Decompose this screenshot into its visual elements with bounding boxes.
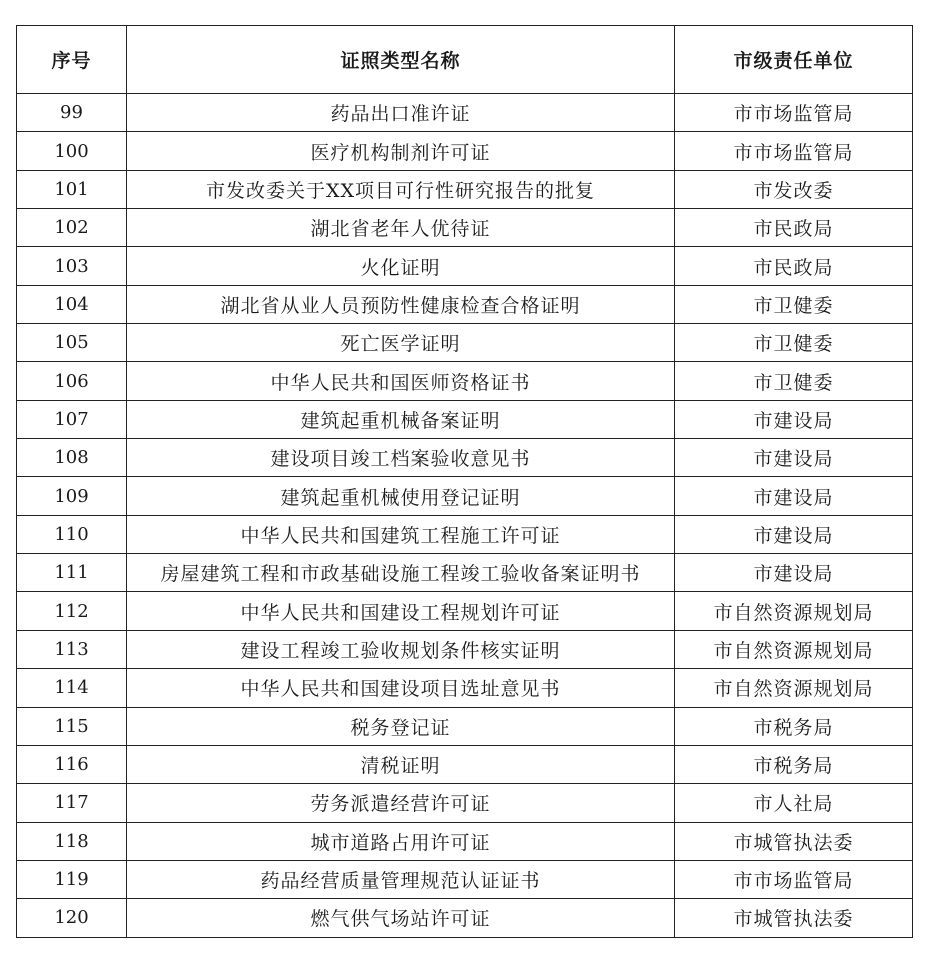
table-header	[17, 26, 913, 94]
cell-responsible-unit: 市市场监管局	[675, 94, 913, 132]
table-row	[17, 209, 913, 247]
cell-serial-number: 99	[17, 94, 127, 132]
cell-responsible-unit: 市税务局	[675, 745, 913, 783]
cell-serial-number: 117	[17, 784, 127, 822]
cell-certificate-name: 死亡医学证明	[127, 324, 675, 362]
table-row	[17, 439, 913, 477]
table-row	[17, 669, 913, 707]
cell-certificate-name: 中华人民共和国建筑工程施工许可证	[127, 515, 675, 553]
cell-responsible-unit: 市市场监管局	[675, 860, 913, 898]
cell-certificate-name: 房屋建筑工程和市政基础设施工程竣工验收备案证明书	[127, 554, 675, 592]
cell-serial-number: 114	[17, 669, 127, 707]
table-row	[17, 592, 913, 630]
cell-responsible-unit: 市建设局	[675, 554, 913, 592]
cell-responsible-unit: 市民政局	[675, 247, 913, 285]
cell-responsible-unit: 市自然资源规划局	[675, 669, 913, 707]
cell-serial-number: 115	[17, 707, 127, 745]
cell-responsible-unit: 市卫健委	[675, 362, 913, 400]
certificate-table	[16, 25, 913, 938]
table-row	[17, 324, 913, 362]
cell-responsible-unit: 市民政局	[675, 209, 913, 247]
table-row	[17, 784, 913, 822]
header-responsible-unit: 市级责任单位	[675, 26, 913, 94]
cell-serial-number: 111	[17, 554, 127, 592]
cell-serial-number: 120	[17, 899, 127, 937]
table-row	[17, 477, 913, 515]
cell-responsible-unit: 市人社局	[675, 784, 913, 822]
document-page	[16, 25, 912, 938]
table-row	[17, 400, 913, 438]
table-row	[17, 94, 913, 132]
cell-certificate-name: 中华人民共和国医师资格证书	[127, 362, 675, 400]
cell-certificate-name: 药品经营质量管理规范认证证书	[127, 860, 675, 898]
cell-responsible-unit: 市建设局	[675, 515, 913, 553]
table-row	[17, 362, 913, 400]
cell-certificate-name: 湖北省从业人员预防性健康检查合格证明	[127, 285, 675, 323]
cell-serial-number: 118	[17, 822, 127, 860]
cell-certificate-name: 劳务派遣经营许可证	[127, 784, 675, 822]
cell-responsible-unit: 市市场监管局	[675, 132, 913, 170]
cell-certificate-name: 建设项目竣工档案验收意见书	[127, 439, 675, 477]
cell-certificate-name: 清税证明	[127, 745, 675, 783]
cell-serial-number: 102	[17, 209, 127, 247]
cell-certificate-name: 医疗机构制剂许可证	[127, 132, 675, 170]
table-row	[17, 630, 913, 668]
cell-responsible-unit: 市税务局	[675, 707, 913, 745]
cell-certificate-name: 市发改委关于XX项目可行性研究报告的批复	[127, 170, 675, 208]
cell-certificate-name: 建筑起重机械备案证明	[127, 400, 675, 438]
cell-certificate-name: 城市道路占用许可证	[127, 822, 675, 860]
cell-serial-number: 112	[17, 592, 127, 630]
header-row	[17, 26, 913, 94]
cell-responsible-unit: 市城管执法委	[675, 822, 913, 860]
cell-responsible-unit: 市卫健委	[675, 285, 913, 323]
cell-responsible-unit: 市城管执法委	[675, 899, 913, 937]
cell-certificate-name: 燃气供气场站许可证	[127, 899, 675, 937]
header-certificate-type-name: 证照类型名称	[127, 26, 675, 94]
table-row	[17, 170, 913, 208]
cell-responsible-unit: 市建设局	[675, 400, 913, 438]
cell-serial-number: 104	[17, 285, 127, 323]
cell-responsible-unit: 市建设局	[675, 439, 913, 477]
table-row	[17, 554, 913, 592]
table-body	[17, 94, 913, 938]
cell-certificate-name: 火化证明	[127, 247, 675, 285]
table-row	[17, 247, 913, 285]
table-row	[17, 132, 913, 170]
cell-certificate-name: 建筑起重机械使用登记证明	[127, 477, 675, 515]
cell-certificate-name: 建设工程竣工验收规划条件核实证明	[127, 630, 675, 668]
table-row	[17, 285, 913, 323]
header-serial-number: 序号	[17, 26, 127, 94]
cell-serial-number: 108	[17, 439, 127, 477]
table-row	[17, 707, 913, 745]
cell-responsible-unit: 市自然资源规划局	[675, 592, 913, 630]
cell-responsible-unit: 市自然资源规划局	[675, 630, 913, 668]
cell-responsible-unit: 市发改委	[675, 170, 913, 208]
table-row	[17, 860, 913, 898]
cell-serial-number: 119	[17, 860, 127, 898]
cell-serial-number: 100	[17, 132, 127, 170]
cell-serial-number: 105	[17, 324, 127, 362]
table-row	[17, 822, 913, 860]
cell-certificate-name: 税务登记证	[127, 707, 675, 745]
cell-serial-number: 106	[17, 362, 127, 400]
cell-responsible-unit: 市卫健委	[675, 324, 913, 362]
cell-serial-number: 113	[17, 630, 127, 668]
cell-certificate-name: 中华人民共和国建设工程规划许可证	[127, 592, 675, 630]
cell-serial-number: 101	[17, 170, 127, 208]
table-row	[17, 899, 913, 937]
cell-certificate-name: 药品出口准许证	[127, 94, 675, 132]
cell-serial-number: 107	[17, 400, 127, 438]
table-row	[17, 515, 913, 553]
cell-serial-number: 103	[17, 247, 127, 285]
cell-responsible-unit: 市建设局	[675, 477, 913, 515]
cell-serial-number: 110	[17, 515, 127, 553]
cell-serial-number: 109	[17, 477, 127, 515]
table-row	[17, 745, 913, 783]
cell-certificate-name: 湖北省老年人优待证	[127, 209, 675, 247]
cell-certificate-name: 中华人民共和国建设项目选址意见书	[127, 669, 675, 707]
cell-serial-number: 116	[17, 745, 127, 783]
